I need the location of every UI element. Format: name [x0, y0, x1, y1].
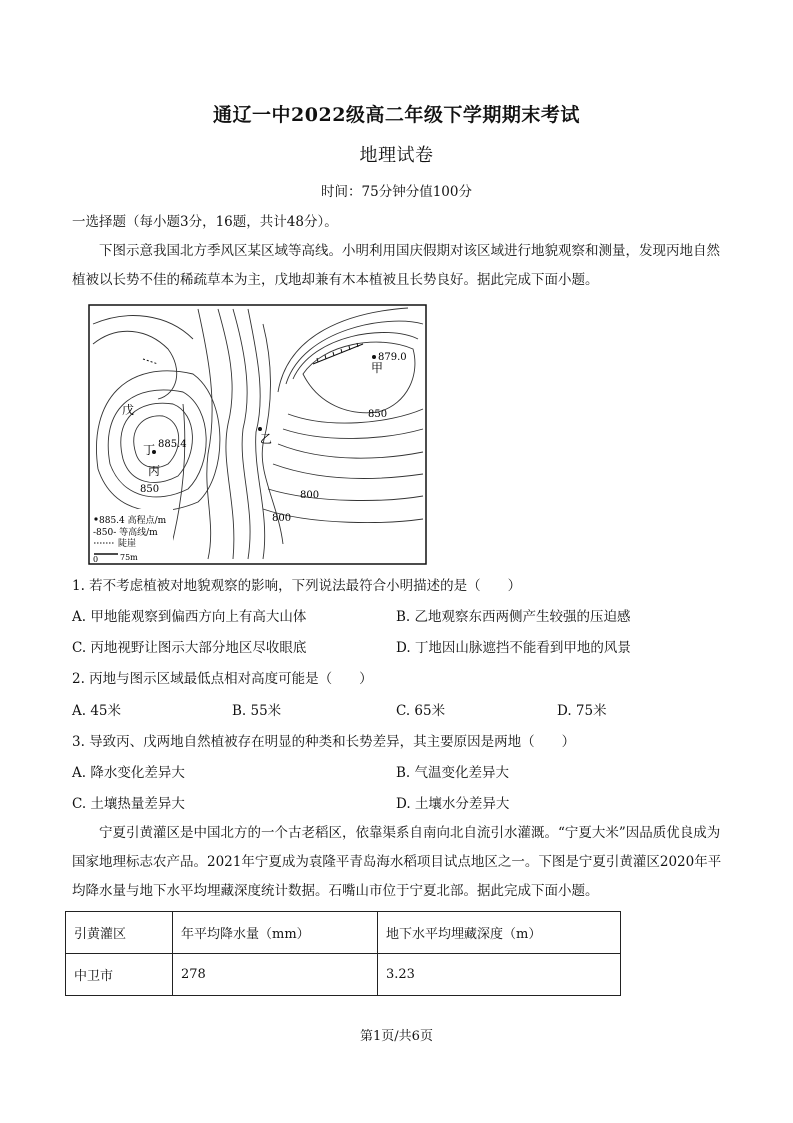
elevation-point-jia — [372, 355, 376, 359]
label-bing: 丙 — [148, 464, 161, 478]
q2-stem: 2. 丙地与图示区域最低点相对高度可能是（ ） — [72, 671, 373, 687]
table-header-row — [66, 912, 621, 954]
table-header-cell: 地下水平均埋藏深度（m） — [378, 912, 621, 954]
legend-cliff: 陡崖 — [118, 539, 137, 549]
table-row — [66, 954, 621, 996]
contour-label-800-a: 800 — [300, 490, 320, 501]
exam-title: 通辽一中2022级高二年级下学期期末考试 — [213, 104, 580, 126]
q2-option-a[interactable]: A. 45米 — [72, 703, 122, 719]
contour-label-800-b: 800 — [272, 513, 292, 524]
label-jia: 甲 — [371, 361, 384, 375]
q2-option-d[interactable]: D. 75米 — [557, 703, 607, 719]
table-header-cell: 引黄灌区 — [66, 912, 173, 954]
label-ding: 丁 — [143, 443, 156, 457]
q3-option-d[interactable]: D. 土壤水分差异大 — [396, 796, 510, 812]
table-cell: 3.23 — [378, 954, 621, 996]
time-line: 时间：75分钟分值100分 — [321, 184, 472, 200]
passage-1: 下图示意我国北方季风区某区域等高线。小明利用国庆假期对该区域进行地貌观察和测量，发现丙地自然植被以长势不佳的稀疏草本为主，戊地却兼有木本植被且长势良好。据此完成下面小题。 — [72, 243, 720, 288]
q3-stem: 3. 导致丙、戊两地自然植被存在明显的种类和长势差异，其主要原因是两地（ ） — [72, 734, 576, 750]
q3-option-a[interactable]: A. 降水变化差异大 — [72, 765, 185, 781]
q3-option-c[interactable]: C. 土壤热量差异大 — [72, 796, 185, 812]
contour-label-850-right: 850 — [368, 409, 388, 420]
q1-option-d[interactable]: D. 丁地因山脉遮挡不能看到甲地的风景 — [396, 640, 631, 656]
legend-scale-zero: 0 — [93, 555, 99, 564]
passage-2: 宁夏引黄灌区是中国北方的一个古老稻区，依靠渠系自南向北自流引水灌溉。“宁夏大米”因品质优良成为国家地理标志农产品。2021年宁夏成为袁隆平青岛海水稻项目试点地区之一。下图是宁夏引黄灌区2020年平均降水量与地下水平均埋藏深度统计数据。石嘴山市位于宁夏北部。据此完成下面小题。 — [72, 825, 722, 899]
page-footer: 第1页/共6页 — [360, 1029, 433, 1044]
table-header-cell: 年平均降水量（mm） — [173, 912, 378, 954]
map-legend — [91, 509, 173, 564]
label-yi: 乙 — [260, 432, 273, 446]
contour-label-850-left: 850 — [140, 484, 160, 495]
contour-map-svg — [88, 304, 427, 565]
table-cell: 中卫市 — [66, 954, 173, 996]
label-wu: 戊 — [122, 403, 135, 417]
table-cell: 278 — [173, 954, 378, 996]
q3-option-b[interactable]: B. 气温变化差异大 — [396, 765, 510, 781]
q1-option-b[interactable]: B. 乙地观察东西两侧产生较强的压迫感 — [396, 609, 631, 625]
label-jia-elev: 879.0 — [378, 352, 407, 363]
irrigation-table — [65, 911, 621, 996]
point-yi — [258, 427, 262, 431]
q1-option-c[interactable]: C. 丙地视野让图示大部分地区尽收眼底 — [72, 640, 307, 656]
q1-stem: 1. 若不考虑植被对地貌观察的影响，下列说法最符合小明描述的是（ ） — [72, 578, 522, 594]
q1-option-a[interactable]: A. 甲地能观察到偏西方向上有高大山体 — [72, 609, 307, 625]
legend-point: 885.4 高程点/m — [99, 516, 167, 526]
legend-scale-len: 75m — [120, 553, 138, 562]
q2-option-c[interactable]: C. 65米 — [396, 703, 446, 719]
legend-contour: -850- 等高线/m — [93, 528, 158, 538]
label-ding-elev: 885.4 — [158, 439, 187, 450]
exam-subtitle: 地理试卷 — [359, 145, 434, 166]
q2-option-b[interactable]: B. 55米 — [232, 703, 282, 719]
contour-map — [88, 304, 427, 565]
section-heading: 一选择题（每小题3分，16题，共计48分）。 — [72, 214, 338, 230]
